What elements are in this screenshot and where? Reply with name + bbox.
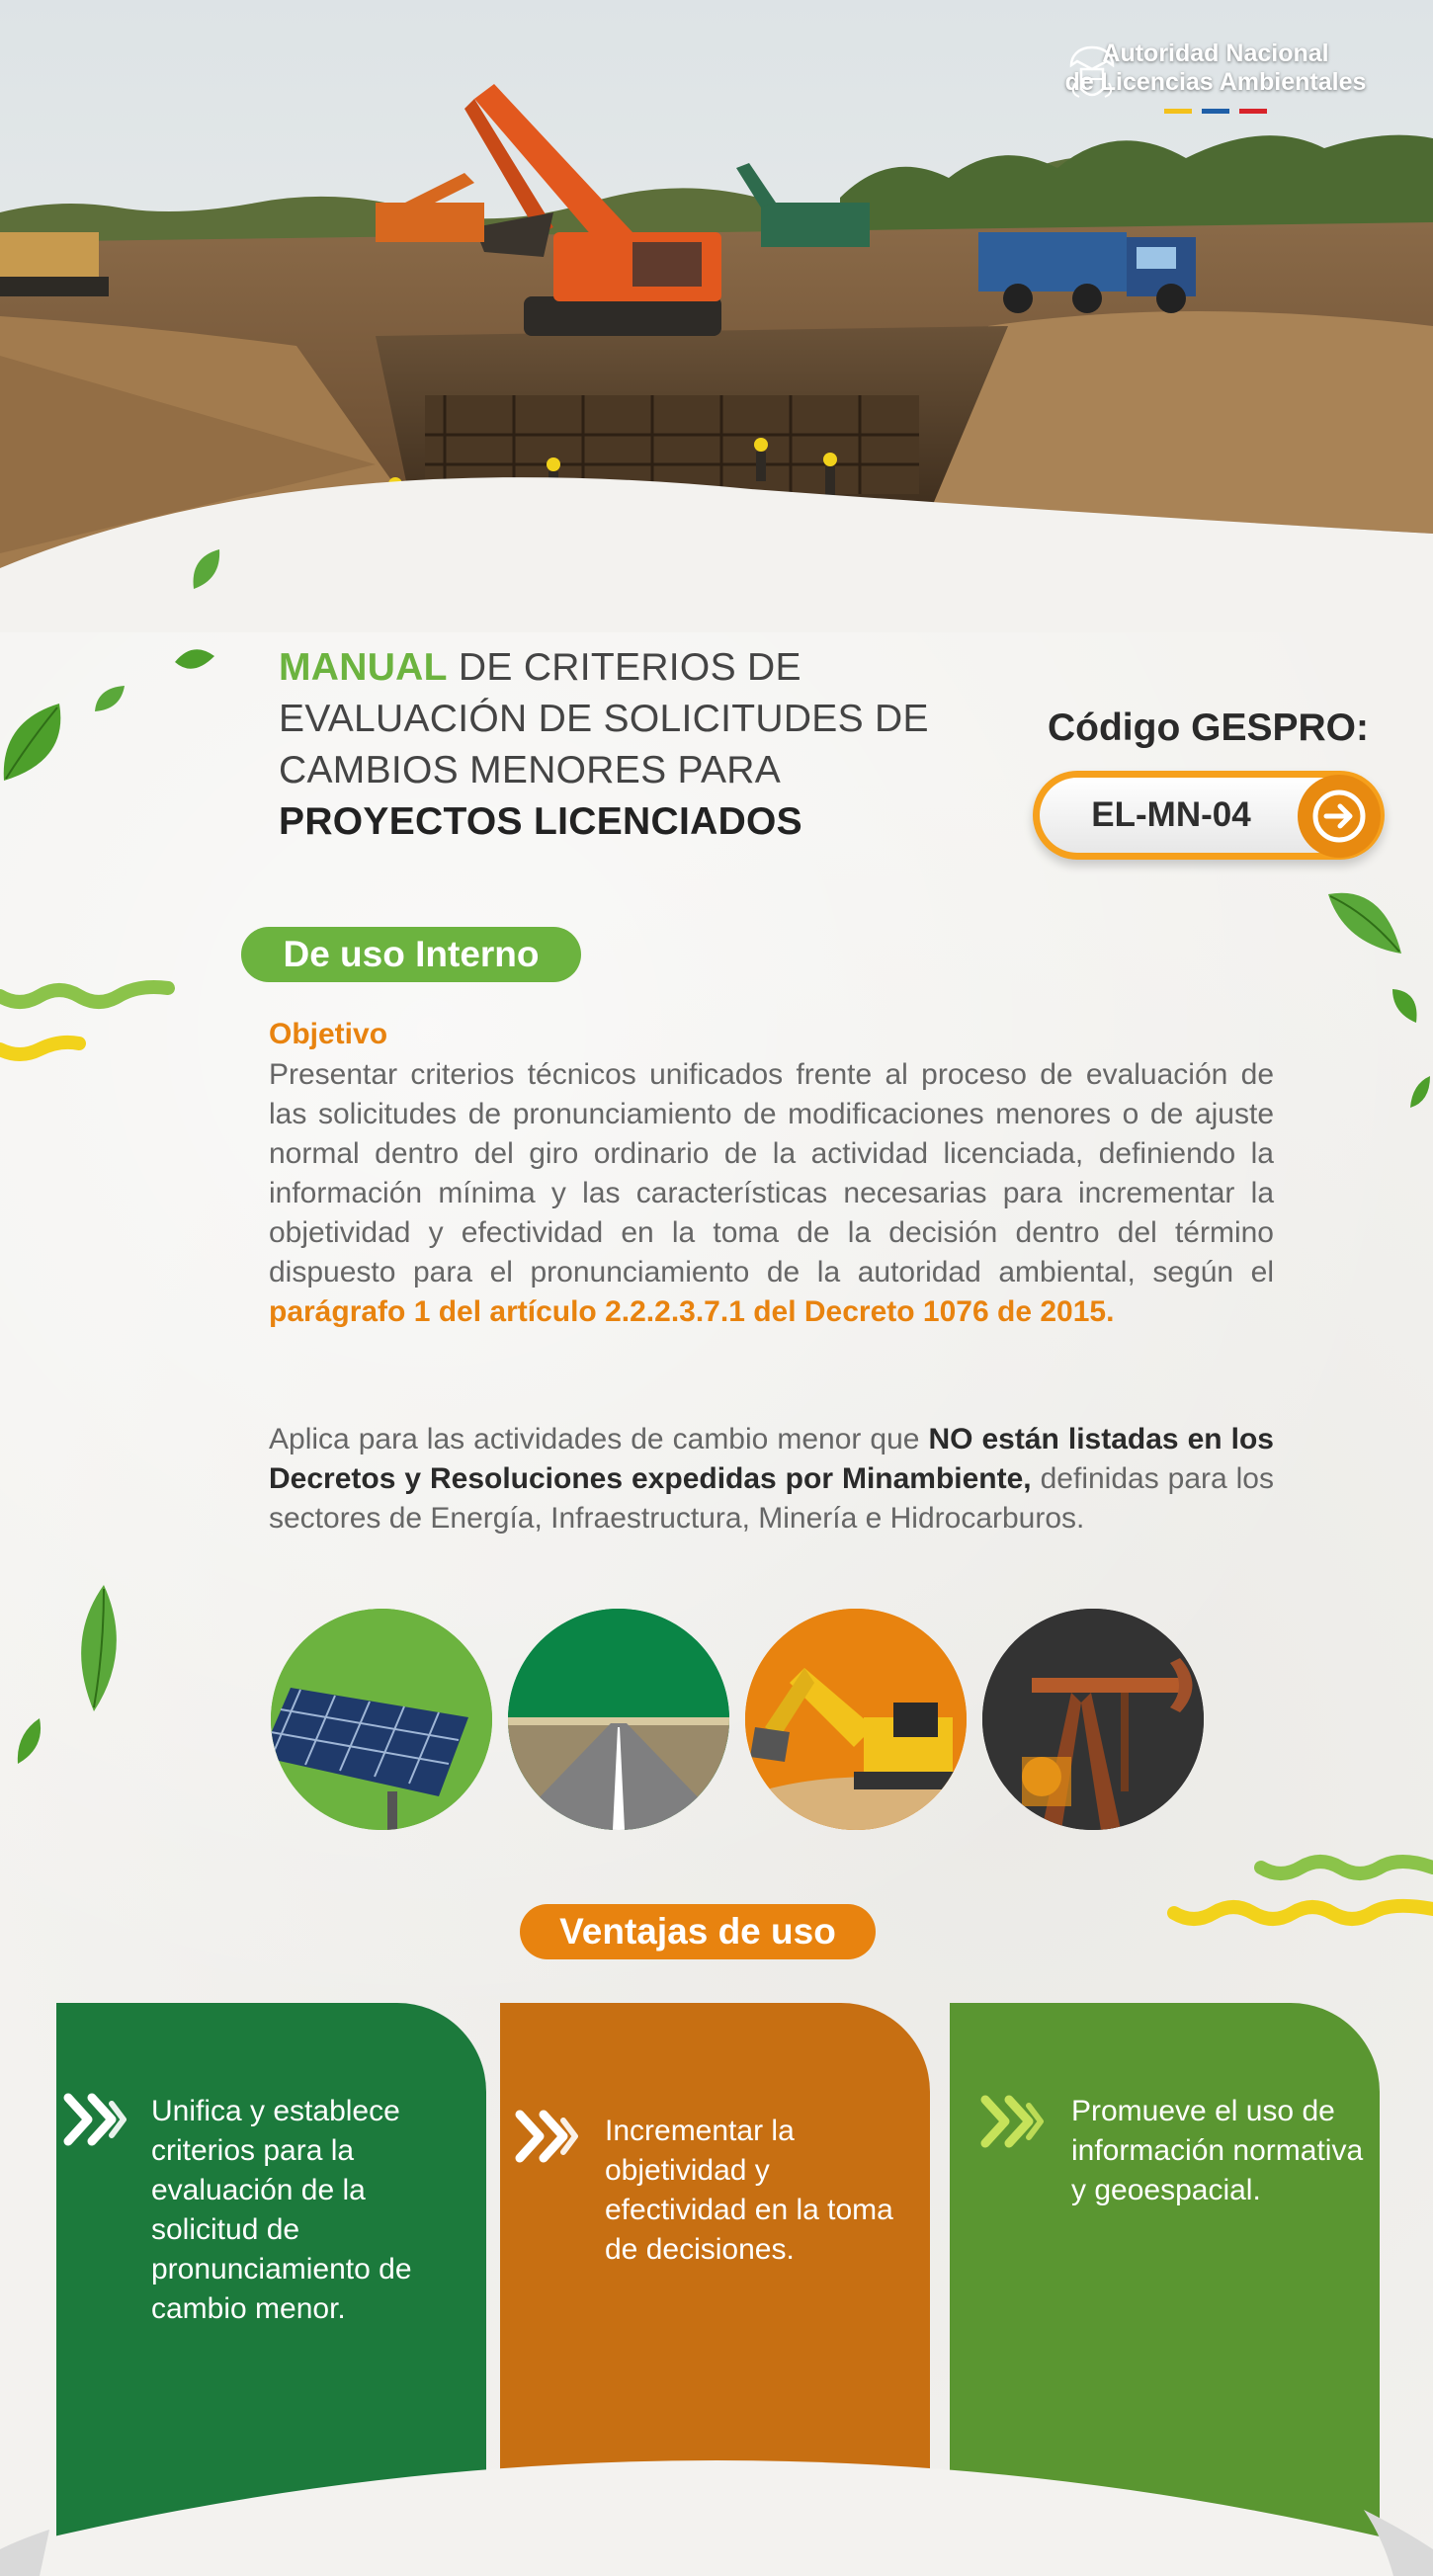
sector-hydrocarbons-circle (982, 1609, 1204, 1830)
applies-text (269, 1420, 1274, 1538)
gespro-code-label: Código GESPRO: (1048, 706, 1369, 749)
leaf-icon (0, 692, 69, 790)
hero-construction-photo (0, 0, 1433, 632)
double-chevron-icon (979, 2092, 1053, 2151)
solar-panel-icon (271, 1609, 492, 1830)
applies-bold: NO están listadas en los Decretos y Resoluciones expedidas por Minambiente, (269, 1423, 1274, 1495)
leaf-icon (12, 1714, 46, 1769)
excavator-icon (745, 1609, 967, 1830)
brand-name-line2: de Licencias Ambientales (1064, 68, 1367, 96)
anla-logo (1057, 40, 1374, 114)
brand-name-line1: Autoridad Nacional (1102, 40, 1329, 67)
objective-decree-reference: parágrafo 1 del artículo 2.2.2.3.7.1 del Decreto 1076 de 2015. (269, 1295, 1115, 1328)
road-icon (508, 1609, 729, 1830)
squiggle-decoration (0, 978, 178, 1077)
title-line2: EVALUACIÓN DE SOLICITUDES DE (279, 698, 929, 740)
leaf-icon (173, 642, 217, 682)
sector-infrastructure-circle (508, 1609, 729, 1830)
title-line1: DE CRITERIOS DE (447, 646, 801, 689)
internal-use-badge: De uso Interno (241, 927, 581, 982)
title-accent: MANUAL (279, 646, 448, 689)
bottom-wave-decoration (0, 2391, 1433, 2576)
advantage-text-2: Incrementar la objetividad y efectividad en la toma de decisiones. (605, 2115, 893, 2266)
flag-stripes (1057, 109, 1374, 114)
advantage-text-3: Promueve el uso de información normativa y geoespacial. (1071, 2095, 1364, 2206)
leaf-icon (1389, 983, 1423, 1028)
sector-energy-circle (271, 1609, 492, 1830)
arrow-right-icon (1309, 787, 1369, 846)
leaf-icon (188, 543, 227, 593)
manual-title (279, 642, 931, 848)
applies-before: Aplica para las actividades de cambio menor que (269, 1423, 929, 1455)
title-line3: CAMBIOS MENORES PARA (279, 749, 782, 791)
leaf-icon (1324, 884, 1408, 963)
flag-blue (1202, 109, 1229, 114)
sector-mining-circle (745, 1609, 967, 1830)
flag-yellow (1164, 109, 1192, 114)
advantage-text-1: Unifica y establece criterios para la evaluación de la solicitud de pronunciamiento de cambio menor. (151, 2095, 412, 2325)
double-chevron-icon (514, 2107, 587, 2166)
squiggle-decoration (1166, 1848, 1433, 1947)
coat-of-arms-icon (1057, 40, 1127, 109)
flag-red (1239, 109, 1267, 114)
applies-after: definidas para los sectores de Energía, Infraestructura, Minería e Hidrocarburos. (269, 1462, 1274, 1535)
objective-body: Presentar criterios técnicos unificados frente al proceso de evaluación de las solicitudes de pronunciamiento de modificaciones menores o de ajuste normal dentro del giro ordinario de la actividad licenciada, definiendo la información mínima y las características necesarias para incrementar la objetividad y efectividad en la toma de la decisión dentro del término dispuesto para el pronunciamiento de la autoridad ambiental, según el (269, 1058, 1274, 1288)
leaf-icon (91, 682, 130, 717)
objective-label: Objetivo (269, 1018, 388, 1050)
oil-pump-icon (982, 1609, 1204, 1830)
gespro-code-value: EL-MN-04 (1091, 795, 1251, 834)
gespro-code-button[interactable] (1033, 771, 1385, 860)
leaf-icon (64, 1581, 133, 1719)
arrow-right-circle-icon[interactable] (1298, 775, 1381, 858)
objective-text (269, 1055, 1274, 1332)
title-bold-line: PROYECTOS LICENCIADOS (279, 800, 802, 843)
double-chevron-icon (62, 2090, 135, 2149)
advantages-title: Ventajas de uso (520, 1904, 876, 1959)
leaf-icon (1408, 1072, 1433, 1112)
